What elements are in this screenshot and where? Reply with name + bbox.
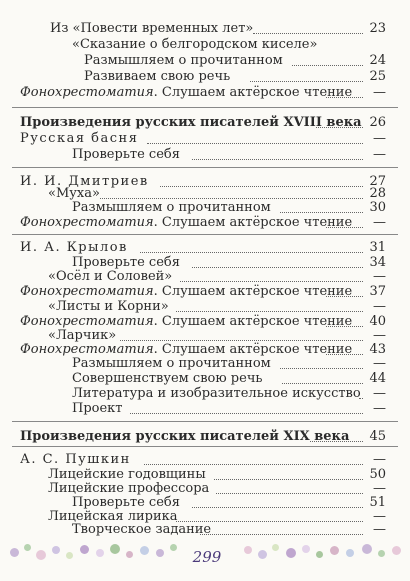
decorative-dot <box>362 544 372 554</box>
toc-entry-page: — <box>373 328 386 343</box>
section-divider <box>12 167 398 168</box>
toc-entry <box>0 200 410 216</box>
toc-entry <box>0 147 410 163</box>
toc-entry-title: «Ларчик» <box>48 328 117 343</box>
dot-leader <box>326 97 363 98</box>
toc-entry-page: 31 <box>369 240 386 255</box>
toc-entry-page: — <box>373 481 386 496</box>
fonochrestomatia-label: Фонохрестоматия <box>20 314 154 329</box>
toc-entry <box>0 401 410 417</box>
toc-entry-title: Размышляем о прочитанном <box>72 356 271 371</box>
toc-entry-title: Лицейские профессора <box>48 481 210 496</box>
toc-entry-title <box>20 284 352 300</box>
decorative-dot <box>80 545 89 554</box>
toc-entry-page: — <box>373 269 386 284</box>
decorative-dot <box>378 550 385 557</box>
dot-leader <box>280 212 363 213</box>
toc-entry-page: — <box>373 85 386 100</box>
toc-entry-title: Русская басня <box>20 131 139 146</box>
decorative-dot <box>244 546 252 554</box>
section-heading: Произведения русских писателей XIX века <box>20 429 350 444</box>
toc-entry <box>0 69 410 85</box>
decorative-dot <box>346 549 354 557</box>
toc-entry-page: 30 <box>369 200 386 215</box>
toc-entry-page: 23 <box>369 21 386 36</box>
toc-entry-title-rest: . Слушаем актёрское чтение <box>153 284 353 299</box>
section-divider <box>12 421 398 422</box>
toc-entry-page: 26 <box>369 115 386 130</box>
decorative-dot <box>140 546 149 555</box>
dot-leader <box>326 326 363 327</box>
toc-entry-page: 24 <box>369 53 386 68</box>
dot-leader <box>192 159 363 160</box>
toc-entry-page: 50 <box>369 467 386 482</box>
toc-entry-page: — <box>373 299 386 314</box>
toc-entry-title: Совершенствуем свою речь <box>72 371 263 386</box>
toc-entry <box>0 269 410 285</box>
toc-entry-page: — <box>373 147 386 162</box>
decorative-dot <box>52 546 60 554</box>
toc-entry-title-rest: . Слушаем актёрское чтение <box>153 314 353 329</box>
toc-entry-title: Лицейские годовщины <box>48 467 206 482</box>
toc-entry-page: 27 <box>369 174 386 189</box>
dot-leader <box>200 534 363 535</box>
dot-leader <box>310 441 363 442</box>
toc-entry-page: — <box>373 356 386 371</box>
toc-entry-title: Творческое задание <box>72 522 212 537</box>
decorative-dot <box>24 544 31 551</box>
toc-entry <box>0 452 410 468</box>
dot-leader <box>250 81 363 82</box>
toc-entry-page: 51 <box>369 495 386 510</box>
decorative-dot <box>258 550 267 559</box>
toc-entry-title: Размышляем о прочитанном <box>72 200 271 215</box>
toc-entry-page: 28 <box>369 186 386 201</box>
dot-leader <box>180 281 363 282</box>
decorative-dot <box>96 549 104 557</box>
toc-entry <box>0 115 410 131</box>
toc-entry <box>0 131 410 147</box>
dot-leader <box>216 493 363 494</box>
toc-entry-page: — <box>373 401 386 416</box>
decorative-dot <box>126 551 133 558</box>
toc-entry-title <box>20 85 352 101</box>
toc-entry-page: 45 <box>369 429 386 444</box>
dot-leader <box>316 127 363 128</box>
dot-leader <box>120 340 363 341</box>
toc-entry-page: — <box>373 522 386 537</box>
toc-entry <box>0 429 410 445</box>
toc-entry-title: Размышляем о прочитанном <box>84 53 283 68</box>
dot-leader <box>100 198 363 199</box>
toc-entry <box>0 386 410 402</box>
fonochrestomatia-label: Фонохрестоматия <box>20 342 154 357</box>
toc-entry-title: Из «Повести временных лет» <box>50 21 254 36</box>
author-heading: А. С. Пушкин <box>20 452 131 467</box>
fonochrestomatia-label: Фонохрестоматия <box>20 85 154 100</box>
decorative-dot <box>330 546 339 555</box>
toc-entry-page: — <box>373 131 386 146</box>
toc-entry-title: «Листы и Корни» <box>48 299 169 314</box>
toc-entry <box>0 356 410 372</box>
toc-entry-title: Проверьте себя <box>72 255 180 270</box>
dot-leader <box>280 368 363 369</box>
decorative-dot <box>36 550 46 560</box>
dot-leader <box>130 413 363 414</box>
toc-entry-title: Проверьте себя <box>72 495 180 510</box>
dot-leader <box>326 227 363 228</box>
fonochrestomatia-label: Фонохрестоматия <box>20 284 154 299</box>
dot-leader <box>214 479 363 480</box>
page-number: 299 <box>192 548 222 566</box>
toc-entry-page: — <box>373 452 386 467</box>
decorative-dot <box>10 548 19 557</box>
decorative-dot <box>286 548 296 558</box>
section-divider <box>12 107 398 108</box>
toc-entry-page: 34 <box>369 255 386 270</box>
dot-leader <box>147 143 363 144</box>
toc-entry-title: Развиваем свою речь <box>84 69 231 84</box>
author-heading: И. И. Дмитриев <box>20 174 149 189</box>
toc-entry-title <box>20 215 352 231</box>
decorative-dot <box>302 545 310 553</box>
toc-entry-page: 40 <box>369 314 386 329</box>
dot-leader <box>192 507 363 508</box>
toc-entry-title-rest: . Слушаем актёрское чтение <box>153 85 353 100</box>
toc-entry-page: 43 <box>369 342 386 357</box>
toc-entry-title: Лицейская лирика <box>48 509 178 524</box>
dot-leader <box>140 252 363 253</box>
toc-entry-page: — <box>373 386 386 401</box>
fonochrestomatia-label: Фонохрестоматия <box>20 215 154 230</box>
toc-entry-title: Проверьте себя <box>72 147 180 162</box>
toc-entry <box>0 21 410 37</box>
toc-entry-page: 44 <box>369 371 386 386</box>
decorative-dot <box>66 552 73 559</box>
section-heading: Произведения русских писателей XVIII века <box>20 115 362 130</box>
toc-entry-page: 25 <box>369 69 386 84</box>
toc-entry-title: «Сказание о белгородском киселе» <box>72 37 318 52</box>
dot-leader <box>253 33 363 34</box>
decorative-dot <box>272 544 279 551</box>
toc-entry-title-rest: . Слушаем актёрское чтение <box>153 342 353 357</box>
toc-entry-page: — <box>373 215 386 230</box>
section-divider <box>12 446 398 447</box>
dot-leader <box>144 464 363 465</box>
toc-entry <box>0 53 410 69</box>
decorative-dot <box>316 551 323 558</box>
dot-leader <box>282 383 363 384</box>
toc-entry <box>0 240 410 256</box>
toc-entry <box>0 299 410 315</box>
toc-entry-page: 37 <box>369 284 386 299</box>
dot-leader <box>192 267 363 268</box>
toc-entry-title: Литература и изобразительное искусство <box>72 386 361 401</box>
dot-leader <box>292 65 363 66</box>
toc-entry <box>0 284 410 300</box>
decorative-dot <box>156 549 164 557</box>
toc-entry <box>0 85 410 101</box>
author-heading: И. А. Крылов <box>20 240 128 255</box>
toc-entry-title: Проект <box>72 401 123 416</box>
dot-leader <box>326 354 363 355</box>
toc-entry-title: «Муха» <box>48 186 100 201</box>
toc-entry-title: «Осёл и Соловей» <box>48 269 173 284</box>
section-divider <box>12 234 398 235</box>
toc-entry <box>0 37 410 53</box>
toc-entry <box>0 215 410 231</box>
dot-leader <box>176 311 363 312</box>
toc-entry-page: — <box>373 509 386 524</box>
toc-entry <box>0 371 410 387</box>
dot-leader <box>326 296 363 297</box>
decorative-dot <box>392 546 401 555</box>
decorative-dot <box>170 544 177 551</box>
decorative-dot <box>110 544 120 554</box>
toc-entry-title-rest: . Слушаем актёрское чтение <box>153 215 353 230</box>
